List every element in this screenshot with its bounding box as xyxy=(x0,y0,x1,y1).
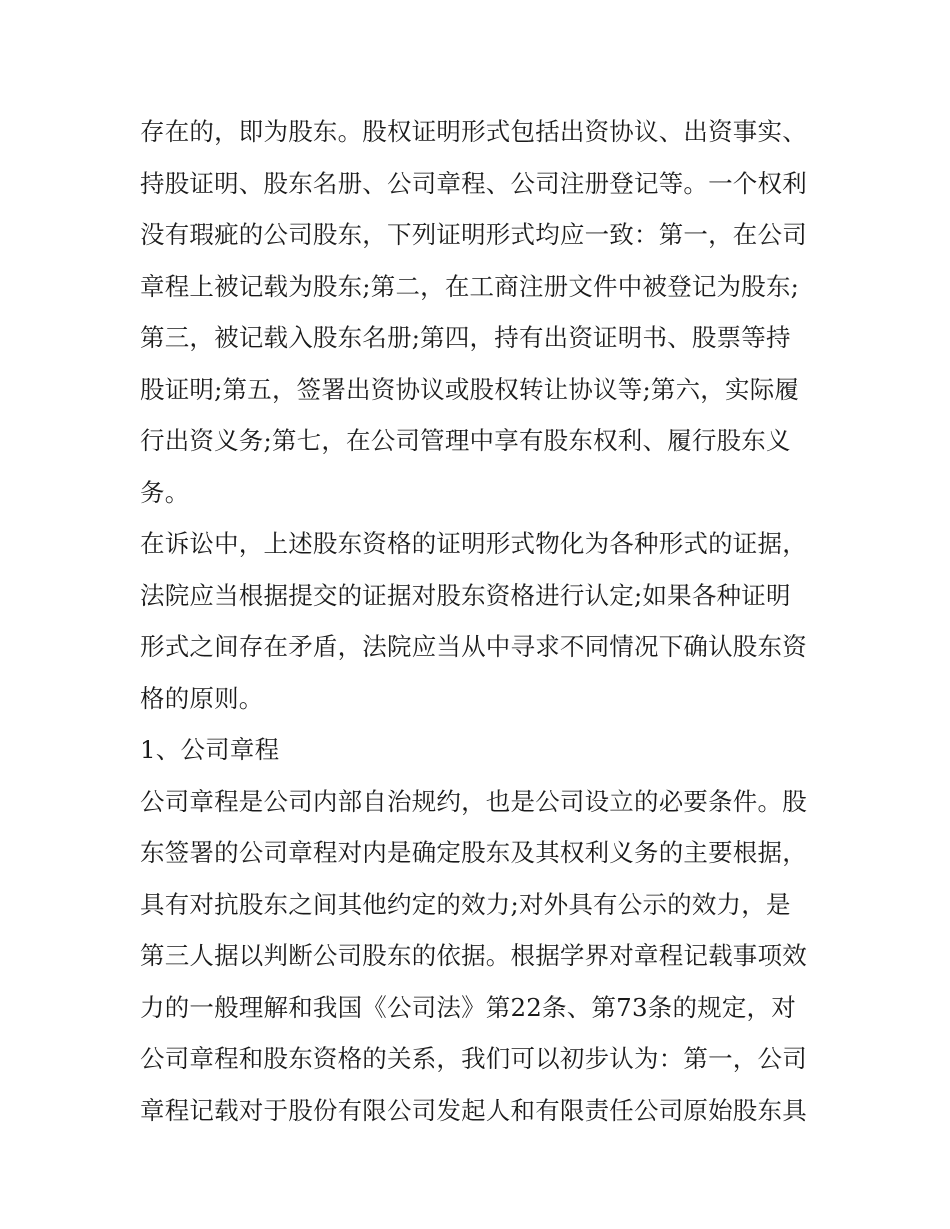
text-line-2: 持股证明、股东名册、公司章程、公司注册登记等。一个权利 xyxy=(140,168,807,198)
section-heading: 1、公司章程 xyxy=(140,735,280,764)
text-line-20: 章程记载对于股份有限公司发起人和有限责任公司原始股东具 xyxy=(140,1095,807,1125)
text-line-4: 章程上被记载为股东;第二，在工商注册文件中被登记为股东; xyxy=(140,271,800,301)
text-line-7: 行出资义务;第七，在公司管理中享有股东权利、履行股东义 xyxy=(140,426,791,455)
text-line-3: 没有瑕疵的公司股东，下列证明形式均应一致：第一，在公司 xyxy=(140,220,807,249)
text-line-5: 第三，被记载入股东名册;第四，持有出资证明书、股票等持 xyxy=(140,323,791,352)
text-line-1: 存在的，即为股东。股权证明形式包括出资协议、出资事实、 xyxy=(140,117,807,146)
text-line-15: 东签署的公司章程对内是确定股东及其权利义务的主要根据， xyxy=(140,838,807,867)
text-line-8: 务。 xyxy=(140,477,190,507)
text-line-11: 形式之间存在矛盾，法院应当从中寻求不同情况下确认股东资 xyxy=(140,632,807,661)
document-body xyxy=(140,106,815,1136)
text-line-6: 股证明;第五，签署出资协议或股权转让协议等;第六，实际履 xyxy=(140,374,800,404)
text-line-18: 力的一般理解和我国《公司法》第22条、第73条的规定，对 xyxy=(140,992,796,1022)
text-line-9: 在诉讼中，上述股东资格的证明形式物化为各种形式的证据， xyxy=(140,529,807,558)
text-line-17: 第三人据以判断公司股东的依据。根据学界对章程记载事项效 xyxy=(140,941,807,970)
text-line-19: 公司章程和股东资格的关系，我们可以初步认为：第一，公司 xyxy=(140,1044,807,1073)
text-line-16: 具有对抗股东之间其他约定的效力;对外具有公示的效力，是 xyxy=(140,889,791,919)
text-line-14: 公司章程是公司内部自治规约，也是公司设立的必要条件。股 xyxy=(140,786,807,816)
text-line-10: 法院应当根据提交的证据对股东资格进行认定;如果各种证明 xyxy=(140,580,791,610)
text-line-12: 格的原则。 xyxy=(140,683,264,713)
